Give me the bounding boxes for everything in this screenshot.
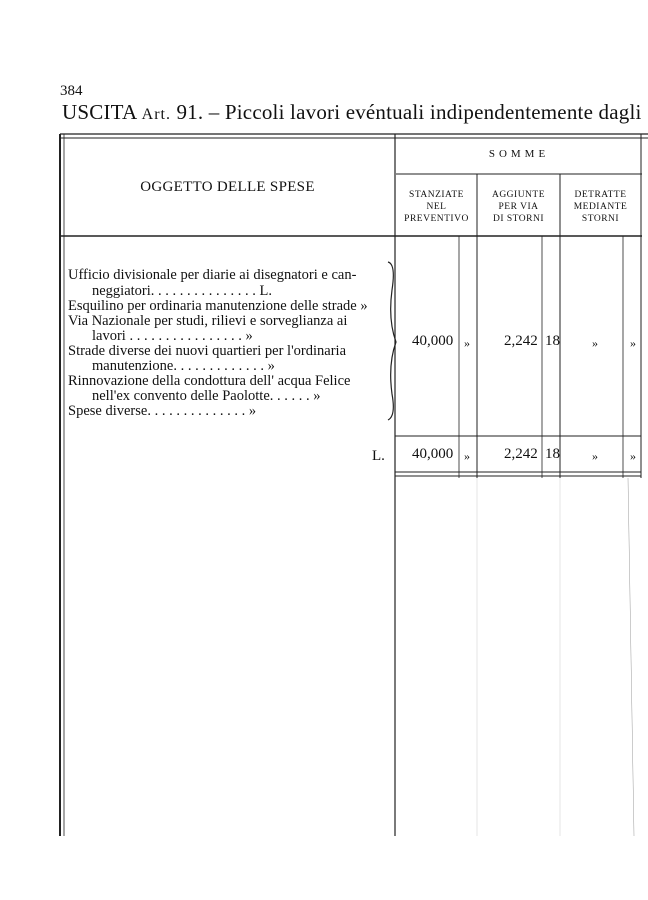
title-rest: 91. – Piccoli lavori evéntuali indipendentemente dagli [176, 100, 642, 124]
item-line: Via Nazionale per studi, rilievi e sorveglianza ai [68, 313, 348, 329]
faint-col-line-3 [628, 478, 634, 836]
title-article: Art. [141, 106, 171, 123]
row-detratte-value: » [592, 336, 598, 350]
detratte-header-line1: DETRATTE [574, 190, 627, 200]
item-line: Rinnovazione della condottura dell' acqua Felice [68, 373, 351, 389]
item-line: Strade diverse dei nuovi quartieri per l'ordinaria [68, 343, 347, 359]
detratte-header-line2: MEDIANTE [573, 201, 628, 212]
item-line: neggiatori. . . . . . . . . . . . . . . L. [92, 283, 273, 299]
total-detratte-cent: » [630, 449, 636, 463]
aggiunte-header-line2: PER VIA [498, 201, 539, 212]
item-line: manutenzione. . . . . . . . . . . . . » [92, 358, 275, 374]
item-line: Spese diverse. . . . . . . . . . . . . . » [68, 403, 257, 419]
item-line: Esquilino per ordinaria manutenzione delle strade » [68, 298, 368, 314]
row-detratte-cent: » [630, 336, 636, 350]
item-line: Ufficio divisionale per diarie ai disegnatori e can- [68, 267, 357, 283]
item-line: lavori . . . . . . . . . . . . . . . . » [92, 328, 253, 344]
oggetto-header: OGGETTO DELLE SPESE [140, 179, 315, 195]
detratte-header [560, 190, 641, 226]
row-aggiunte-cent: 18 [545, 333, 560, 349]
item-line: nell'ex convento delle Paolotte. . . . . . » [92, 388, 321, 404]
total-stanziate-value: 40,000 [412, 446, 454, 462]
row-stanziate-cent: » [464, 336, 470, 350]
detratte-header-line3: STORNI [581, 213, 620, 224]
aggiunte-header-line3: DI STORNI [492, 213, 545, 224]
aggiunte-header-line1: AGGIUNTE [491, 190, 546, 200]
page-number: 384 [60, 83, 83, 99]
total-label: L. [372, 448, 385, 464]
row-aggiunte-value: 2,242 [504, 333, 538, 349]
total-aggiunte-cent: 18 [545, 446, 560, 462]
stanziate-header-line2: NEL [426, 201, 447, 212]
title-prefix: USCITA [62, 100, 137, 124]
somme-header: SOMME [488, 148, 550, 160]
stanziate-header-line1: STANZIATE [409, 190, 464, 200]
aggiunte-header [477, 190, 560, 226]
stanziate-header [396, 190, 477, 226]
row-stanziate-value: 40,000 [412, 333, 454, 349]
total-detratte-value: » [592, 449, 598, 463]
total-stanziate-cent: » [464, 449, 470, 463]
total-aggiunte-value: 2,242 [504, 446, 538, 462]
stanziate-header-line3: PREVENTIVO [404, 213, 469, 224]
